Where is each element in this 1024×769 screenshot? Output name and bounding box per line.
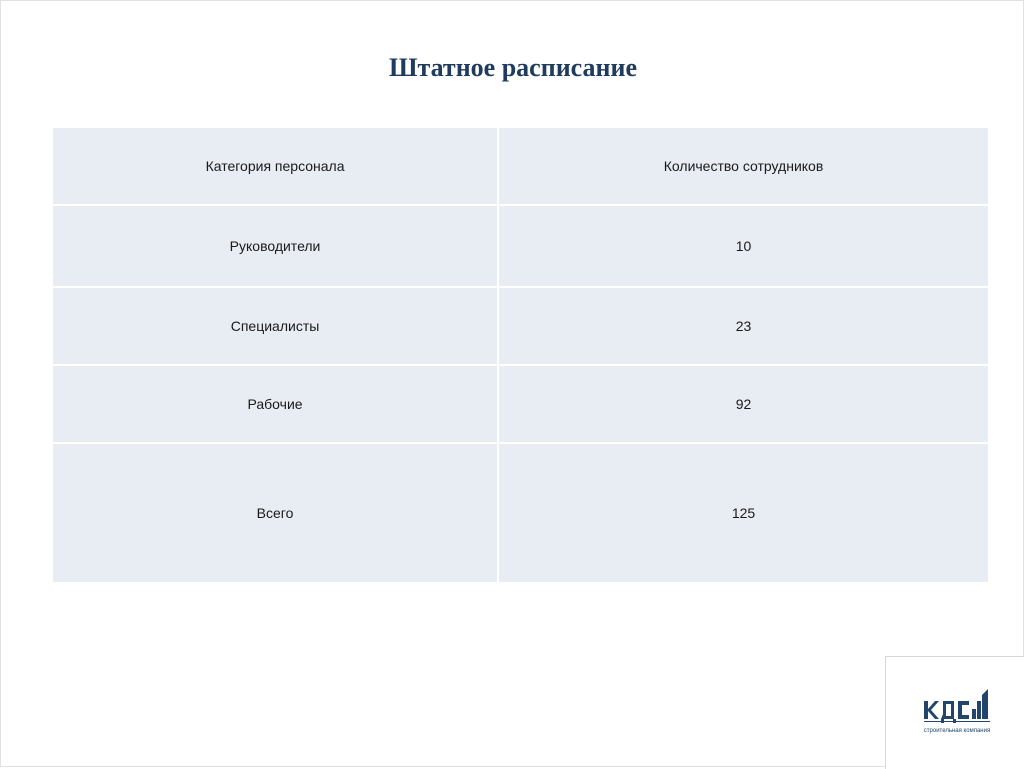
row-count: 92	[498, 365, 989, 443]
slide-title: Штатное расписание	[388, 53, 638, 82]
table-row	[52, 365, 989, 443]
total-count: 125	[498, 443, 989, 583]
staff-table	[51, 126, 990, 584]
row-category: Рабочие	[52, 365, 498, 443]
row-count: 23	[498, 287, 989, 365]
logo-mark-icon	[924, 687, 990, 725]
header-count: Количество сотрудников	[498, 127, 989, 205]
table-header-row	[52, 127, 989, 205]
row-count: 10	[498, 205, 989, 287]
total-category: Всего	[52, 443, 498, 583]
table-row	[52, 205, 989, 287]
logo-caption: строительная компания	[923, 728, 991, 734]
header-category: Категория персонала	[52, 127, 498, 205]
row-category: Руководители	[52, 205, 498, 287]
table-total-row	[52, 443, 989, 583]
table-row	[52, 287, 989, 365]
row-category: Специалисты	[52, 287, 498, 365]
company-logo	[885, 656, 1024, 769]
